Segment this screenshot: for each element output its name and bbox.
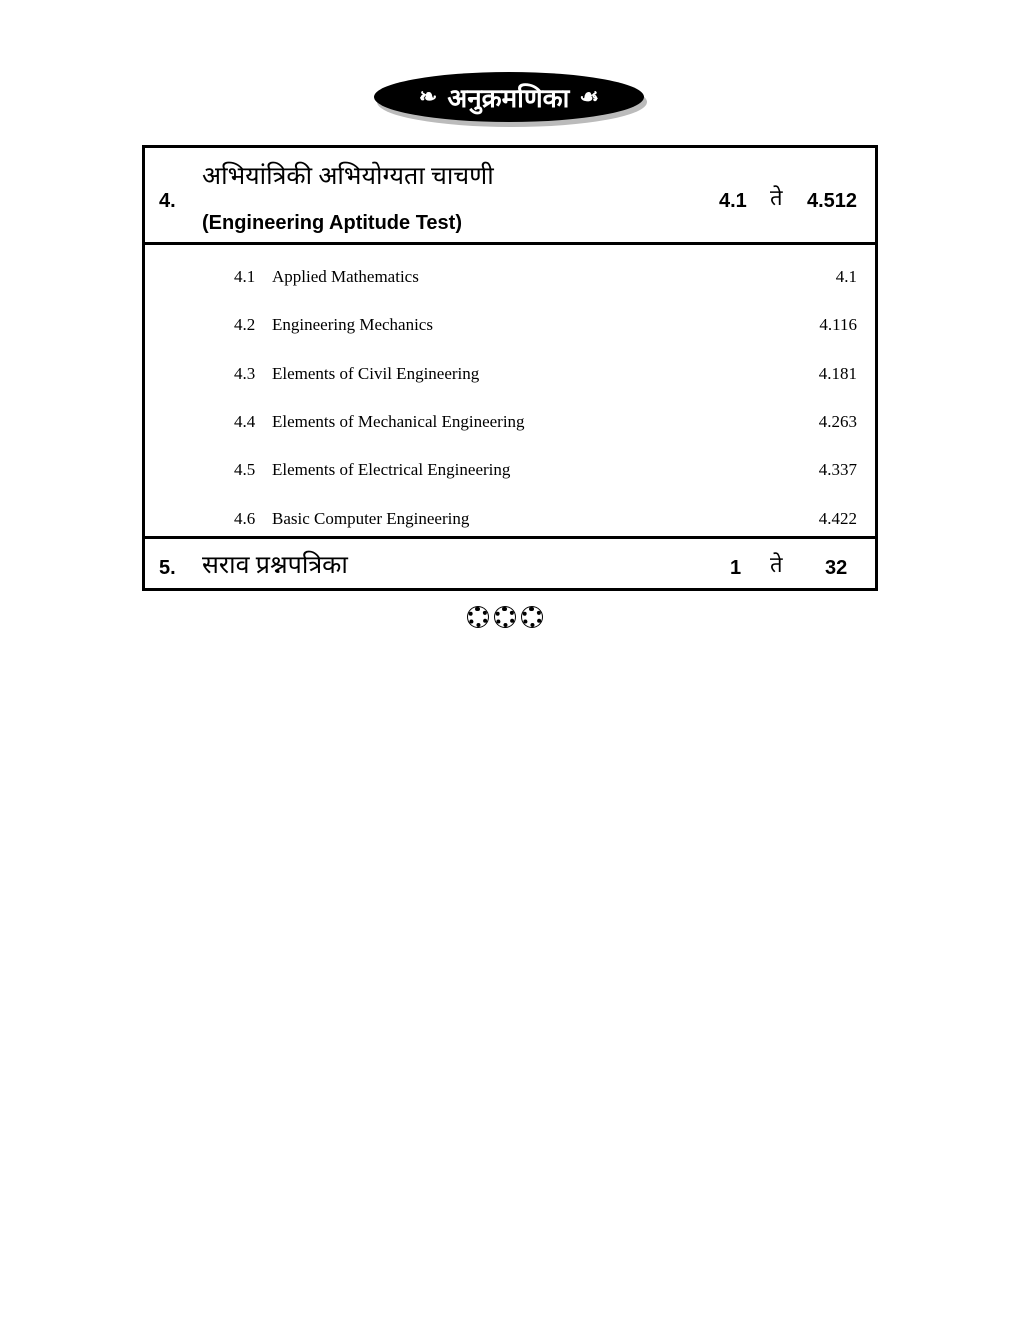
toc-item bbox=[145, 509, 875, 533]
section-title-english: (Engineering Aptitude Test) bbox=[202, 212, 462, 234]
item-page: 4.1 bbox=[835, 267, 857, 286]
item-title: Elements of Civil Engineering bbox=[272, 363, 480, 383]
item-number: 4.2 bbox=[234, 315, 256, 335]
item-number: 4.4 bbox=[234, 411, 256, 431]
toc-item bbox=[145, 460, 875, 484]
end-ornament bbox=[468, 607, 542, 627]
page-from: 4.1 bbox=[719, 190, 747, 212]
item-page: 4.263 bbox=[818, 411, 857, 431]
range-word: ते bbox=[770, 552, 783, 577]
ornament-left-icon: ❧ bbox=[418, 84, 438, 109]
item-title: Elements of Electrical Engineering bbox=[272, 460, 511, 480]
item-page: 4.422 bbox=[818, 508, 857, 528]
toc-item bbox=[145, 364, 875, 388]
section-number: 4. bbox=[159, 190, 176, 212]
item-title: Applied Mathematics bbox=[272, 267, 419, 286]
ring-ornament-icon bbox=[468, 607, 488, 627]
ring-ornament-icon bbox=[522, 607, 542, 627]
ornament-right-icon: ☙ bbox=[579, 84, 600, 109]
ring-ornament-icon bbox=[495, 607, 515, 627]
toc-item bbox=[145, 315, 875, 339]
contents-table bbox=[142, 145, 878, 591]
page-from: 1 bbox=[730, 557, 742, 579]
section-title-marathi: अभियांत्रिकी अभियोग्यता चाचणी bbox=[202, 163, 494, 190]
item-title: Engineering Mechanics bbox=[272, 315, 433, 335]
item-number: 4.3 bbox=[234, 363, 256, 383]
item-title: Basic Computer Engineering bbox=[272, 508, 470, 528]
toc-item bbox=[145, 412, 875, 436]
item-number: 4.6 bbox=[234, 508, 256, 528]
item-page: 4.337 bbox=[818, 460, 857, 480]
page-to: 32 bbox=[825, 557, 848, 579]
index-title-banner bbox=[374, 72, 644, 122]
item-page: 4.116 bbox=[819, 315, 857, 335]
item-number: 4.1 bbox=[234, 267, 256, 286]
section-number: 5. bbox=[159, 557, 176, 579]
item-page: 4.181 bbox=[818, 363, 857, 383]
section-title-marathi: सराव प्रश्नपत्रिका bbox=[202, 552, 348, 579]
toc-item bbox=[145, 267, 875, 291]
index-title: अनुक्रमणिका bbox=[447, 84, 570, 113]
item-title: Elements of Mechanical Engineering bbox=[272, 411, 525, 431]
section-4-header bbox=[145, 148, 875, 245]
page-to: 4.512 bbox=[807, 190, 858, 212]
section-5-row bbox=[145, 536, 875, 591]
range-word: ते bbox=[770, 185, 783, 210]
item-number: 4.5 bbox=[234, 460, 256, 480]
